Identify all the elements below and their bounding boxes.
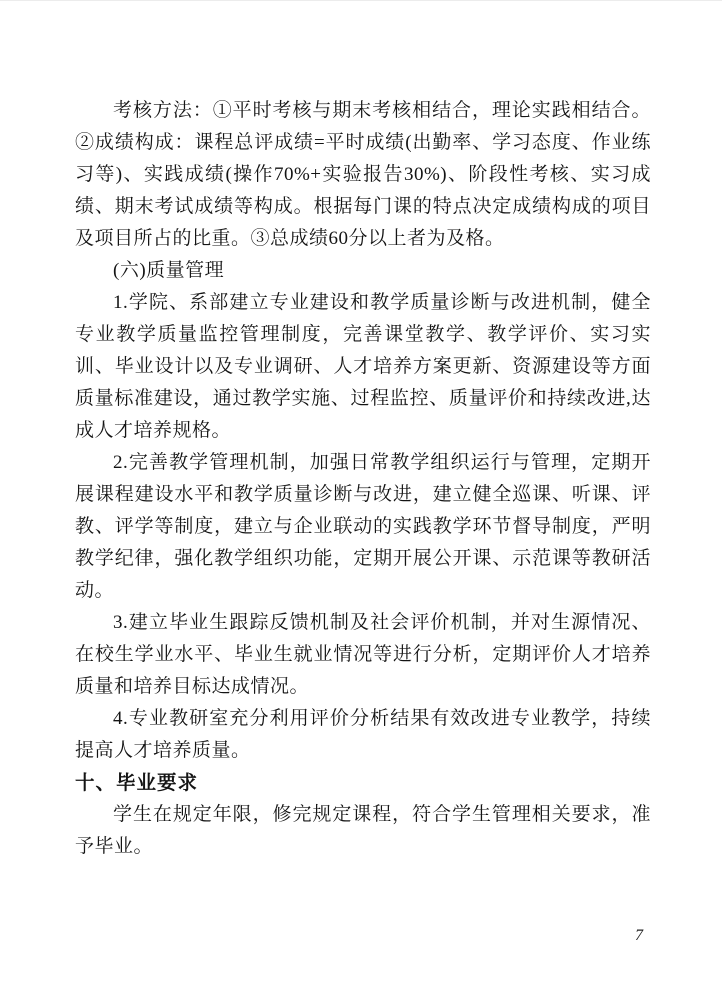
paragraph-graduation-requirements: 学生在规定年限，修完规定课程，符合学生管理相关要求，准予毕业。 xyxy=(75,804,651,857)
page-number: 7 xyxy=(635,927,643,944)
paragraph-assessment-methods: 考核方法：①平时考核与期末考核相结合，理论实践相结合。②成绩构成：课程总评成绩=平时成绩(出勤率、学习态度、作业练习等)、实践成绩(操作70%+实验报告30%)、阶段性考核、实习成绩、期末考试成绩等构成。根据每门课的特点决定成绩构成的项目及项目所占的比重。③总成绩60分以上者为及格。 xyxy=(75,100,651,249)
paragraph-quality-item-3: 3.建立毕业生跟踪反馈机制及社会评价机制，并对生源情况、在校生学业水平、毕业生就业情况等进行分析，定期评价人才培养质量和培养目标达成情况。 xyxy=(75,612,651,697)
document-body xyxy=(75,95,651,863)
paragraph-quality-item-2: 2.完善教学管理机制，加强日常教学组织运行与管理，定期开展课程建设水平和教学质量诊断与改进，建立健全巡课、听课、评教、评学等制度，建立与企业联动的实践教学环节督导制度，严明教学纪律，强化教学组织功能，定期开展公开课、示范课等教研活动。 xyxy=(75,452,651,601)
paragraph-quality-item-1: 1.学院、系部建立专业建设和教学质量诊断与改进机制，健全专业教学质量监控管理制度，完善课堂教学、教学评价、实习实训、毕业设计以及专业调研、人才培养方案更新、资源建设等方面质量标准建设，通过教学实施、过程监控、质量评价和持续改进,达成人才培养规格。 xyxy=(75,292,651,441)
section-heading-graduation-requirements: 十、毕业要求 xyxy=(75,772,199,794)
paragraph-quality-item-4: 4.专业教研室充分利用评价分析结果有效改进专业教学，持续提高人才培养质量。 xyxy=(75,708,651,761)
subheading-quality-management: (六)质量管理 xyxy=(113,260,225,281)
